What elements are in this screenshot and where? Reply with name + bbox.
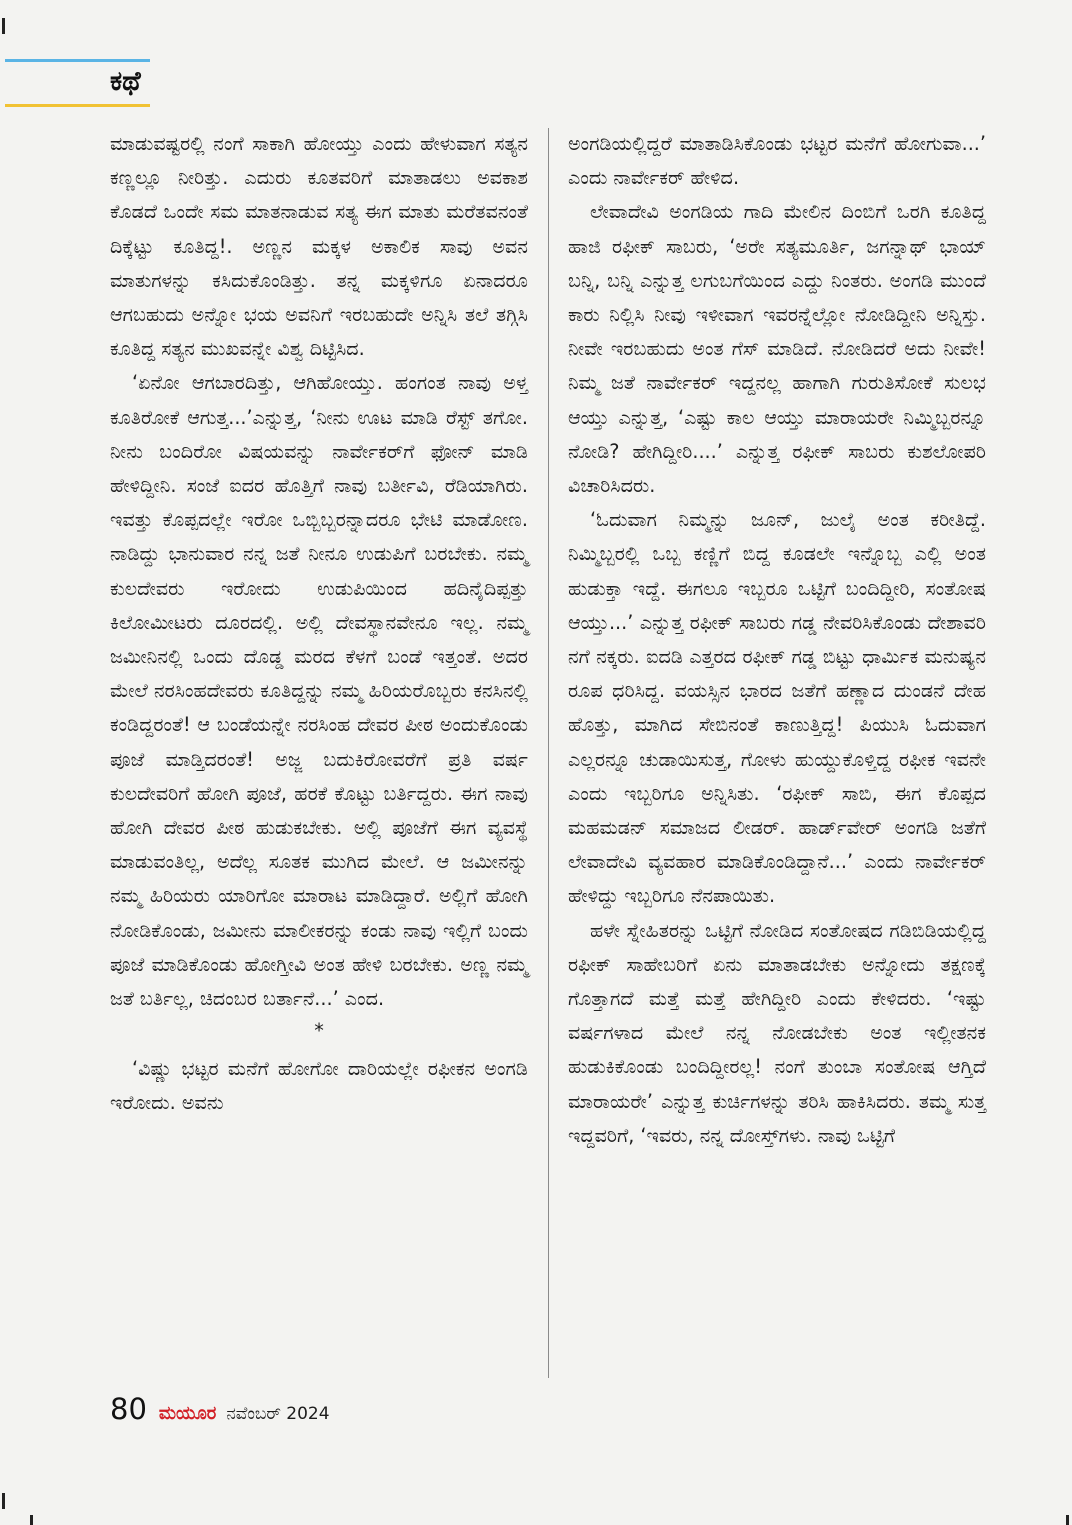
issue-date: ನವೆಂಬರ್ 2024 bbox=[226, 1404, 330, 1424]
scene-break-separator: * bbox=[314, 1019, 324, 1043]
paragraph: ಮಾಡುವಷ್ಟರಲ್ಲಿ ನಂಗೆ ಸಾಕಾಗಿ ಹೋಯ್ತು ಎಂದು ಹೇಳುವಾಗ ಸತ್ಯನ ಕಣ್ಣಲ್ಲೂ ನೀರಿತ್ತು. ಎದುರು ಕೂತವರಿಗೆ ಮಾತಾಡಲು ಅವಕಾಶ ಕೊಡದೆ ಒಂದೇ ಸಮ ಮಾತನಾಡುವ ಸತ್ಯ ಈಗ ಮಾತು ಮರೆತವನಂತೆ ದಿಕ್ಕೆಟ್ಟು ಕೂತಿದ್ದ!. ಅಣ್ಣನ ಮಕ್ಕಳ ಅಕಾಲಿಕ ಸಾವು ಅವನ ಮಾತುಗಳನ್ನು ಕಸಿದುಕೊಂಡಿತ್ತು. ತನ್ನ ಮಕ್ಕಳಿಗೂ ಏನಾದರೂ ಆಗಬಹುದು ಅನ್ನೋ ಭಯ ಅವನಿಗೆ ಇರಬಹುದೇ ಅನ್ನಿಸಿ ತಲೆ ತಗ್ಗಿಸಿ ಕೂತಿದ್ದ ಸತ್ಯನ ಮುಖವನ್ನೇ ವಿಶ್ವ ದಿಟ್ಟಿಸಿದ. bbox=[110, 132, 528, 361]
paragraph: ‘ಓದುವಾಗ ನಿಮ್ಮನ್ನು ಜೂನ್, ಜುಲೈ ಅಂತ ಕರೀತಿದ್ದೆ. ನಿಮ್ಮಿಬ್ಬರಲ್ಲಿ ಒಬ್ಬ ಕಣ್ಣಿಗೆ ಬಿದ್ದ ಕೂಡಲೇ ಇನ್ನೊಬ್ಬ ಎಲ್ಲಿ ಅಂತ ಹುಡುಕ್ತಾ ಇದ್ದೆ. ಈಗಲೂ ಇಬ್ಬರೂ ಒಟ್ಟಿಗೆ ಬಂದಿದ್ದೀರಿ, ಸಂತೋಷ ಆಯ್ತು...’ ಎನ್ನುತ್ತ ರಫೀಕ್ ಸಾಬರು ಗಡ್ಡ ನೇವರಿಸಿಕೊಂಡು ದೇಶಾವರಿ ನಗೆ ನಕ್ಕರು. ಐದಡಿ ಎತ್ತರದ ರಫೀಕ್ ಗಡ್ಡ ಬಿಟ್ಟು ಧಾರ್ಮಿಕ ಮನುಷ್ಯನ ರೂಪ ಧರಿಸಿದ್ದ. ವಯಸ್ಸಿನ ಭಾರದ ಜತೆಗೆ ಹಣ್ಣಾದ ದುಂಡನೆ ದೇಹ ಹೊತ್ತು, ಮಾಗಿದ ಸೇಬಿನಂತೆ ಕಾಣುತ್ತಿದ್ದ! ಪಿಯುಸಿ ಓದುವಾಗ ಎಲ್ಲರನ್ನೂ ಚುಡಾಯಿಸುತ್ತ, ಗೋಳು ಹುಯ್ದುಕೊಳ್ತಿದ್ದ ರಫೀಕ ಇವನೇ ಎಂದು ಇಬ್ಬರಿಗೂ ಅನ್ನಿಸಿತು. ‘ರಫೀಕ್ ಸಾಬಿ, ಈಗ ಕೊಪ್ಪದ ಮಹಮಡನ್ ಸಮಾಜದ ಲೀಡರ್. ಹಾರ್ಡ್‌ವೇರ್ ಅಂಗಡಿ ಜತೆಗೆ ಲೇವಾದೇವಿ ವ್ಯವಹಾರ ಮಾಡಿಕೊಂಡಿದ್ದಾನೆ...’ ಎಂದು ನಾರ್ವೇಕರ್ ಹೇಳಿದ್ದು ಇಬ್ಬರಿಗೂ ನೆನಪಾಯಿತು. bbox=[568, 508, 986, 908]
section-title: ಕಥೆ bbox=[110, 66, 141, 97]
paragraph: ಹಳೇ ಸ್ನೇಹಿತರನ್ನು ಒಟ್ಟಿಗೆ ನೋಡಿದ ಸಂತೋಷದ ಗಡಿಬಿಡಿಯಲ್ಲಿದ್ದ ರಫೀಕ್ ಸಾಹೇಬರಿಗೆ ಏನು ಮಾತಾಡಬೇಕು ಅನ್ನೋದು ತಕ್ಷಣಕ್ಕೆ ಗೊತ್ತಾಗದೆ ಮತ್ತೆ ಮತ್ತೆ ಹೇಗಿದ್ದೀರಿ ಎಂದು ಕೇಳಿದರು. ‘ಇಷ್ಟು ವರ್ಷಗಳಾದ ಮೇಲೆ ನನ್ನ ನೋಡಬೇಕು ಅಂತ ಇಲ್ಲೀತನಕ ಹುಡುಕಿಕೊಂಡು ಬಂದಿದ್ದೀರಲ್ಲ! ನಂಗೆ ತುಂಬಾ ಸಂತೋಷ ಆಗ್ತಿದೆ ಮಾರಾಯರೇ’ ಎನ್ನುತ್ತ ಕುರ್ಚಿಗಳನ್ನು ತರಿಸಿ ಹಾಕಿಸಿದರು. ತಮ್ಮ ಸುತ್ತ ಇದ್ದವರಿಗೆ, ‘ಇವರು, ನನ್ನ ದೋಸ್ತ್‌ಗಳು. ನಾವು ಒಟ್ಟಿಗೆ bbox=[568, 918, 986, 1147]
left-column bbox=[110, 127, 528, 1121]
paragraph: ಅಂಗಡಿಯಲ್ಲಿದ್ದರೆ ಮಾತಾಡಿಸಿಕೊಂಡು ಭಟ್ಟರ ಮನೆಗೆ ಹೋಗುವಾ...’ ಎಂದು ನಾರ್ವೇಕರ್ ಹೇಳಿದ. bbox=[568, 132, 986, 190]
magazine-logo: ಮಯೂರ bbox=[158, 1403, 217, 1424]
crop-mark-bottom-right bbox=[1066, 1515, 1069, 1525]
crop-mark-top-left bbox=[2, 18, 5, 34]
crop-mark-bottom-left bbox=[2, 1493, 5, 1509]
column-divider bbox=[548, 128, 549, 1378]
right-column bbox=[568, 127, 986, 1153]
paragraph: ‘ಏನೋ ಆಗಬಾರದಿತ್ತು, ಆಗಿಹೋಯ್ತು. ಹಂಗಂತ ನಾವು ಅಳ್ತ ಕೂತಿರೋಕೆ ಆಗುತ್ತ...’ಎನ್ನುತ್ತ, ‘ನೀನು ಊಟ ಮಾಡಿ ರೆಸ್ಟ್ ತಗೋ. ನೀನು ಬಂದಿರೋ ವಿಷಯವನ್ನು ನಾರ್ವೇಕರ್‌ಗೆ ಫೋನ್ ಮಾಡಿ ಹೇಳಿದ್ದೀನಿ. ಸಂಜೆ ಐದರ ಹೊತ್ತಿಗೆ ನಾವು ಬರ್ತೀವಿ, ರೆಡಿಯಾಗಿರು. ಇವತ್ತು ಕೊಪ್ಪದಲ್ಲೇ ಇರೋ ಒಬ್ಬಿಬ್ಬರನ್ನಾದರೂ ಭೇಟಿ ಮಾಡೋಣ. ನಾಡಿದ್ದು ಭಾನುವಾರ ನನ್ನ ಜತೆ ನೀನೂ ಉಡುಪಿಗೆ ಬರಬೇಕು. ನಮ್ಮ ಕುಲದೇವರು ಇರೋದು ಉಡುಪಿಯಿಂದ ಹದಿನೈದಿಪ್ಪತ್ತು ಕಿಲೋಮೀಟರು ದೂರದಲ್ಲಿ. ಅಲ್ಲಿ ದೇವಸ್ಥಾನವೇನೂ ಇಲ್ಲ. ನಮ್ಮ ಜಮೀನಿನಲ್ಲಿ ಒಂದು ದೊಡ್ಡ ಮರದ ಕೆಳಗೆ ಬಂಡೆ ಇತ್ತಂತೆ. ಅದರ ಮೇಲೆ ನರಸಿಂಹದೇವರು ಕೂತಿದ್ದನ್ನು ನಮ್ಮ ಹಿರಿಯರೊಬ್ಬರು ಕನಸಿನಲ್ಲಿ ಕಂಡಿದ್ದರಂತೆ! ಆ ಬಂಡೆಯನ್ನೇ ನರಸಿಂಹ ದೇವರ ಪೀಠ ಅಂದುಕೊಂಡು ಪೂಜೆ ಮಾಡ್ತಿದರಂತೆ! ಅಜ್ಜ ಬದುಕಿರೋವರೆಗೆ ಪ್ರತಿ ವರ್ಷ ಕುಲದೇವರಿಗೆ ಹೋಗಿ ಪೂಜೆ, ಹರಕೆ ಕೊಟ್ಟು ಬರ್ತಿದ್ದರು. ಈಗ ನಾವು ಹೋಗಿ ದೇವರ ಪೀಠ ಹುಡುಕಬೇಕು. ಅಲ್ಲಿ ಪೂಜೆಗೆ ಈಗ ವ್ಯವಸ್ಥೆ ಮಾಡುವಂತಿಲ್ಲ, ಅದೆಲ್ಲ ಸೂತಕ ಮುಗಿದ ಮೇಲೆ. ಆ ಜಮೀನನ್ನು ನಮ್ಮ ಹಿರಿಯರು ಯಾರಿಗೋ ಮಾರಾಟ ಮಾಡಿದ್ದಾರೆ. ಅಲ್ಲಿಗೆ ಹೋಗಿ ನೋಡಿಕೊಂಡು, ಜಮೀನು ಮಾಲೀಕರನ್ನು ಕಂಡು ನಾವು ಇಲ್ಲಿಗೆ ಬಂದು ಪೂಜೆ ಮಾಡಿಕೊಂಡು ಹೋಗ್ತೀವಿ ಅಂತ ಹೇಳಿ ಬರಬೇಕು. ಅಣ್ಣ ನಮ್ಮ ಜತೆ ಬರ್ತಿಲ್ಲ, ಚಿದಂಬರ ಬರ್ತಾನೆ...’ ಎಂದ. bbox=[110, 371, 528, 1011]
paragraph: ಲೇವಾದೇವಿ ಅಂಗಡಿಯ ಗಾದಿ ಮೇಲಿನ ದಿಂಬಿಗೆ ಒರಗಿ ಕೂತಿದ್ದ ಹಾಜಿ ರಫೀಕ್ ಸಾಬರು, ‘ಅರೇ ಸತ್ಯಮೂರ್ತಿ, ಜಗನ್ನಾಥ್ ಭಾಯ್ ಬನ್ನಿ, ಬನ್ನಿ ಎನ್ನುತ್ತ ಲಗುಬಗೆಯಿಂದ ಎದ್ದು ನಿಂತರು. ಅಂಗಡಿ ಮುಂದೆ ಕಾರು ನಿಲ್ಲಿಸಿ ನೀವು ಇಳೀವಾಗ ಇವರನ್ನೆಲ್ಲೋ ನೋಡಿದ್ದೀನಿ ಅನ್ನಿಸ್ತು. ನೀವೇ ಇರಬಹುದು ಅಂತ ಗೆಸ್ ಮಾಡಿದೆ. ನೋಡಿದರೆ ಅದು ನೀವೇ! ನಿಮ್ಮ ಜತೆ ನಾರ್ವೇಕರ್ ಇದ್ದನಲ್ಲ ಹಾಗಾಗಿ ಗುರುತಿಸೋಕೆ ಸುಲಭ ಆಯ್ತು ಎನ್ನುತ್ತ, ‘ಎಷ್ಟು ಕಾಲ ಆಯ್ತು ಮಾರಾಯರೇ ನಿಮ್ಮಿಬ್ಬರನ್ನೂ ನೋಡಿ? ಹೇಗಿದ್ದೀರಿ....’ ಎನ್ನುತ್ತ ರಫೀಕ್ ಸಾಬರು ಕುಶಲೋಪರಿ ವಿಚಾರಿಸಿದರು. bbox=[568, 200, 986, 498]
crop-mark-bottom-left-tick bbox=[30, 1515, 33, 1525]
page-footer bbox=[110, 1392, 330, 1426]
paragraph: ‘ವಿಷ್ಣು ಭಟ್ಟರ ಮನೆಗೆ ಹೋಗೋ ದಾರಿಯಲ್ಲೇ ರಫೀಕನ ಅಂಗಡಿ ಇರೋದು. ಅವನು bbox=[110, 1057, 528, 1115]
section-rule-yellow bbox=[5, 104, 150, 107]
section-rule-blue bbox=[5, 59, 150, 62]
page-number: 80 bbox=[110, 1392, 147, 1426]
